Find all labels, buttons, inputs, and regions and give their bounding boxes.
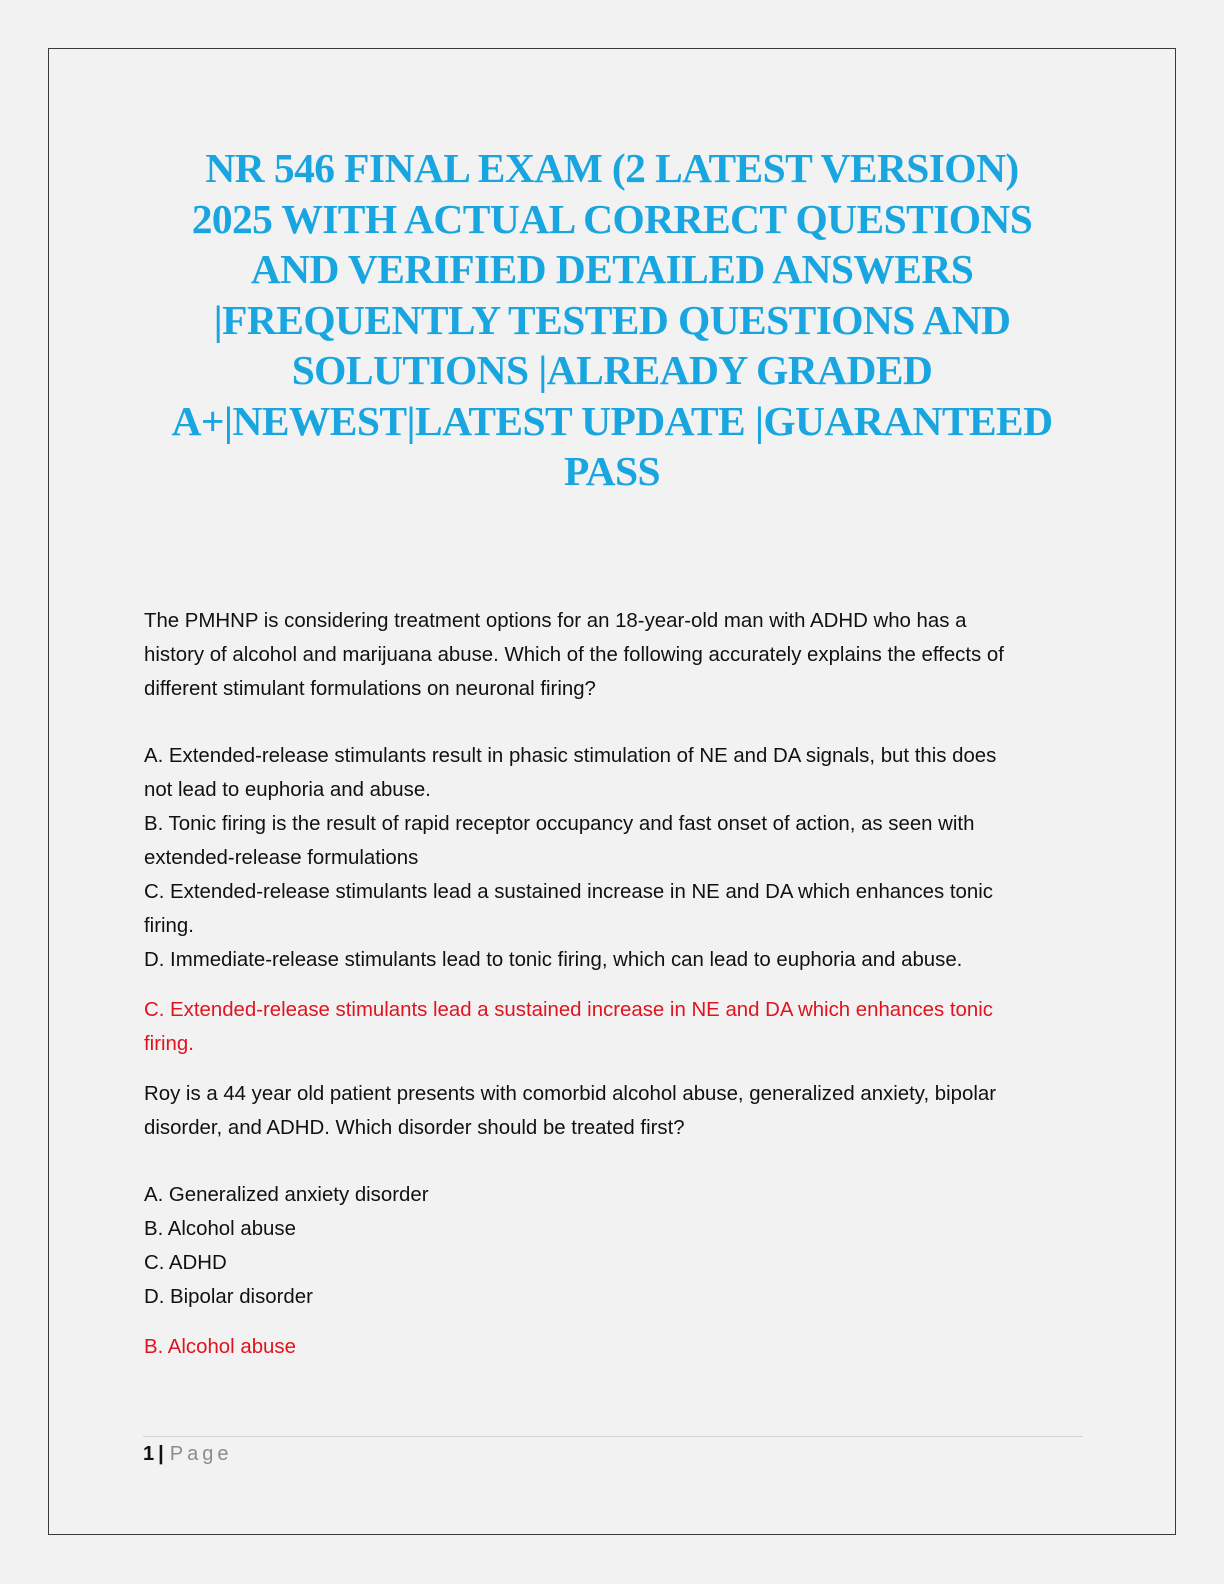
correct-answer [144,993,1084,1061]
title-line: AND VERIFIED DETAILED ANSWERS [250,246,974,292]
stem-line: disorder, and ADHD. Which disorder should be treated first? [144,1117,685,1139]
footer-divider [143,1436,1083,1437]
question-block-2 [144,1077,1084,1364]
page-number: 1 [143,1443,155,1465]
title-line: NR 546 FINAL EXAM (2 LATEST VERSION) [205,145,1019,191]
page-footer [143,1440,232,1468]
option-line: A. Extended-release stimulants result in phasic stimulation of NE and DA signals, but this does [144,745,997,767]
answer-line: B. Alcohol abuse [144,1336,296,1358]
option-line: C. Extended-release stimulants lead a sustained increase in NE and DA which enhances tonic [144,881,993,903]
option-c: C. ADHD [144,1252,227,1274]
answer-line: firing. [144,1033,194,1055]
question-stem [144,1077,1084,1145]
option-line: D. Immediate-release stimulants lead to tonic firing, which can lead to euphoria and abuse. [144,949,963,971]
title-line: |FREQUENTLY TESTED QUESTIONS AND [213,296,1011,343]
option-a: A. Generalized anxiety disorder [144,1184,429,1206]
answer-options [144,1178,1084,1314]
stem-line: history of alcohol and marijuana abuse. Which of the following accurately explains the effects of [144,644,1004,666]
stem-line: The PMHNP is considering treatment options for an 18-year-old man with ADHD who has a [144,610,967,632]
stem-line: different stimulant formulations on neuronal firing? [144,678,596,700]
correct-answer [144,1330,1084,1364]
question-stem [144,604,1084,706]
option-b [144,807,1084,875]
title-line: SOLUTIONS |ALREADY GRADED [291,347,933,393]
option-line: firing. [144,915,194,937]
option-d: D. Bipolar disorder [144,1286,313,1308]
option-b: B. Alcohol abuse [144,1218,296,1240]
option-line: extended-release formulations [144,847,419,869]
title-line: 2025 WITH ACTUAL CORRECT QUESTIONS [191,195,1033,242]
document-body [144,604,1084,1364]
option-a [144,739,1084,807]
answer-line: C. Extended-release stimulants lead a sustained increase in NE and DA which enhances tonic [144,999,993,1021]
option-line: B. Tonic firing is the result of rapid receptor occupancy and fast onset of action, as seen with [144,813,975,835]
page-label: Page [169,1443,233,1465]
answer-options [144,739,1084,977]
question-block-1 [144,604,1084,1061]
title-line: A+|NEWEST|LATEST UPDATE |GUARANTEED [171,397,1053,444]
footer-separator: | [158,1443,164,1465]
option-d [144,943,1084,977]
stem-line: Roy is a 44 year old patient presents with comorbid alcohol abuse, generalized anxiety, bipolar [144,1083,996,1105]
title-line: PASS [563,448,660,494]
option-c [144,875,1084,943]
option-line: not lead to euphoria and abuse. [144,779,431,801]
document-title [130,143,1094,497]
